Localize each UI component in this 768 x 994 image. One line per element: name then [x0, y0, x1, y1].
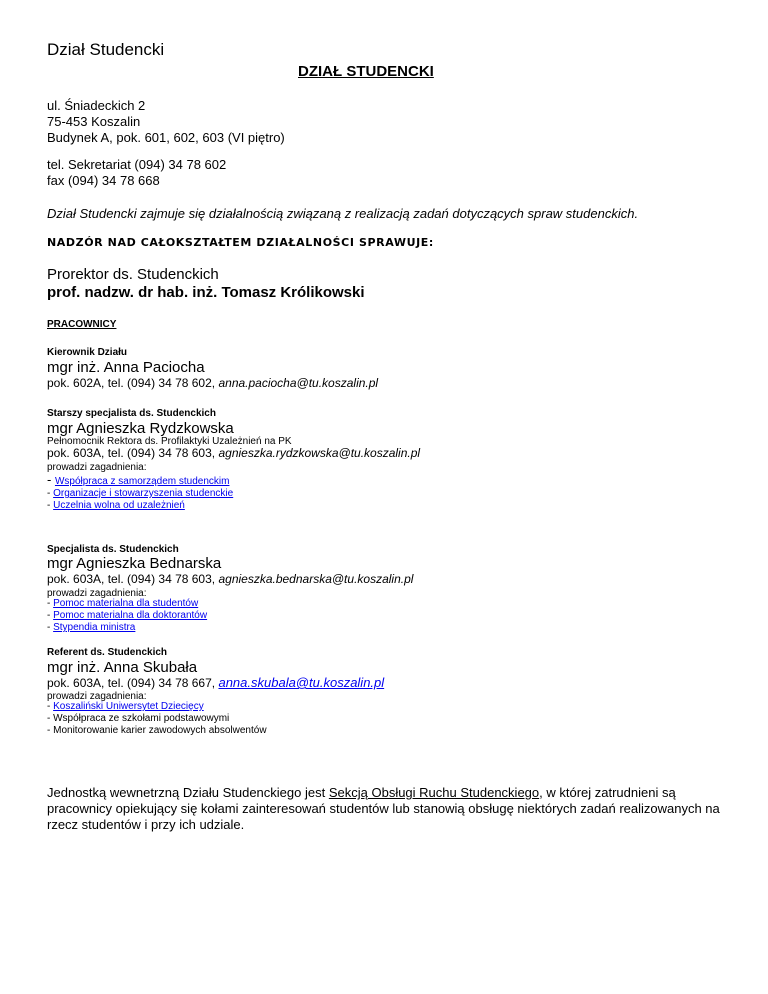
duty-link[interactable]: Koszaliński Uniwersytet Dziecięcy: [53, 701, 204, 712]
duties-list: [47, 474, 233, 512]
staff-role: Starszy specjalista ds. Studenckich: [47, 408, 216, 419]
duties-label: prowadzi zagadnienia:: [47, 588, 147, 599]
document-title: Dział Studencki: [47, 40, 165, 59]
footer-prefix: Jednostką wewnetrzną Działu Studenckiego jest: [47, 785, 326, 800]
staff-email[interactable]: agnieszka.bednarska@tu.koszalin.pl: [218, 572, 414, 586]
address-city: 75-453 Koszalin: [47, 114, 141, 129]
staff-contact: pok. 602A, tel. (094) 34 78 602,: [47, 376, 216, 390]
list-item: - Współpraca z samorządem studenckim: [47, 472, 230, 487]
list-item: - Koszaliński Uniwersytet Dziecięcy: [47, 701, 204, 712]
contact-tel: tel. Sekretariat (094) 34 78 602: [47, 157, 227, 172]
duties-list: [47, 701, 267, 737]
footer-suffix: , w której zatrudnieni są: [539, 785, 676, 800]
staff-email[interactable]: agnieszka.rydzkowska@tu.koszalin.pl: [218, 446, 421, 460]
duties-label: prowadzi zagadnienia:: [47, 462, 147, 473]
footer-paragraph: [47, 785, 720, 833]
staff-name: mgr Agnieszka Rydzkowska: [47, 420, 234, 437]
duty-text: Współpraca ze szkołami podstawowymi: [53, 713, 230, 724]
list-item: - Pomoc materialna dla studentów: [47, 598, 199, 609]
list-item: - Pomoc materialna dla doktorantów: [47, 610, 208, 621]
staff-contact-row: [47, 446, 420, 460]
duty-link[interactable]: Uczelnia wolna od uzależnień: [53, 500, 185, 511]
footer-line-2: pracownicy opiekujący się kołami zainteresowań studentów lub stanowią obsługę niektórych zadań realizowanych na: [47, 801, 720, 816]
duty-link[interactable]: Pomoc materialna dla doktorantów: [53, 610, 208, 621]
staff-name: mgr Agnieszka Bednarska: [47, 555, 222, 572]
staff-role: Kierownik Działu: [47, 347, 128, 358]
address-street: ul. Śniadeckich 2: [47, 98, 146, 113]
staff-name: mgr inż. Anna Skubała: [47, 659, 198, 676]
department-description: Dział Studencki zajmuje się działalnością związaną z realizacją zadań dotyczących spraw studenckich.: [47, 206, 639, 221]
staff-contact-row: [47, 572, 413, 586]
duties-label: prowadzi zagadnienia:: [47, 691, 147, 702]
supervisor-role: Prorektor ds. Studenckich: [47, 266, 219, 283]
staff-heading: PRACOWNICY: [47, 319, 117, 330]
duty-link[interactable]: Stypendia ministra: [53, 622, 136, 633]
staff-contact: pok. 603A, tel. (094) 34 78 667,: [47, 676, 216, 690]
duty-link[interactable]: Organizacje i stowarzyszenia studenckie: [53, 488, 234, 499]
list-item: - Uczelnia wolna od uzależnień: [47, 500, 185, 511]
list-item: - Współpraca ze szkołami podstawowymi: [47, 713, 230, 724]
duty-link[interactable]: Pomoc materialna dla studentów: [53, 598, 199, 609]
address-block: [47, 98, 285, 146]
staff-email-link[interactable]: anna.skubala@tu.koszalin.pl: [218, 675, 385, 690]
list-item: - Organizacje i stowarzyszenia studenckie: [47, 488, 234, 499]
section-link[interactable]: Sekcją Obsługi Ruchu Studenckiego: [328, 785, 540, 800]
staff-contact: pok. 603A, tel. (094) 34 78 603,: [47, 572, 216, 586]
contact-block: [47, 157, 226, 189]
address-building: Budynek A, pok. 601, 602, 603 (VI piętro): [47, 130, 285, 145]
staff-extra: Pełnomocnik Rektora ds. Profilaktyki Uzależnień na PK: [47, 436, 292, 447]
main-title: DZIAŁ STUDENCKI: [298, 63, 434, 80]
footer-line-1: [47, 785, 720, 801]
staff-role: Referent ds. Studenckich: [47, 647, 168, 658]
footer-line-3: rzecz studentów i przy ich udziale.: [47, 817, 245, 832]
contact-fax: fax (094) 34 78 668: [47, 173, 160, 188]
staff-contact: pok. 603A, tel. (094) 34 78 603,: [47, 446, 216, 460]
staff-contact-row: [47, 376, 378, 390]
supervision-caption: NADZÓR NAD CAŁOKSZTAŁTEM DZIAŁALNOŚCI SPRAWUJE:: [47, 236, 434, 249]
staff-contact-row: [47, 675, 384, 690]
supervisor-name: prof. nadzw. dr hab. inż. Tomasz Królikowski: [47, 284, 365, 301]
staff-email[interactable]: anna.paciocha@tu.koszalin.pl: [218, 376, 379, 390]
staff-role: Specjalista ds. Studenckich: [47, 544, 179, 555]
duty-link[interactable]: Współpraca z samorządem studenckim: [54, 476, 230, 487]
duty-text: Monitorowanie karier zawodowych absolwentów: [53, 725, 267, 736]
staff-name: mgr inż. Anna Paciocha: [47, 359, 205, 376]
list-item: - Stypendia ministra: [47, 622, 136, 633]
duties-list: [47, 598, 207, 634]
list-item: - Monitorowanie karier zawodowych absolwentów: [47, 725, 267, 736]
